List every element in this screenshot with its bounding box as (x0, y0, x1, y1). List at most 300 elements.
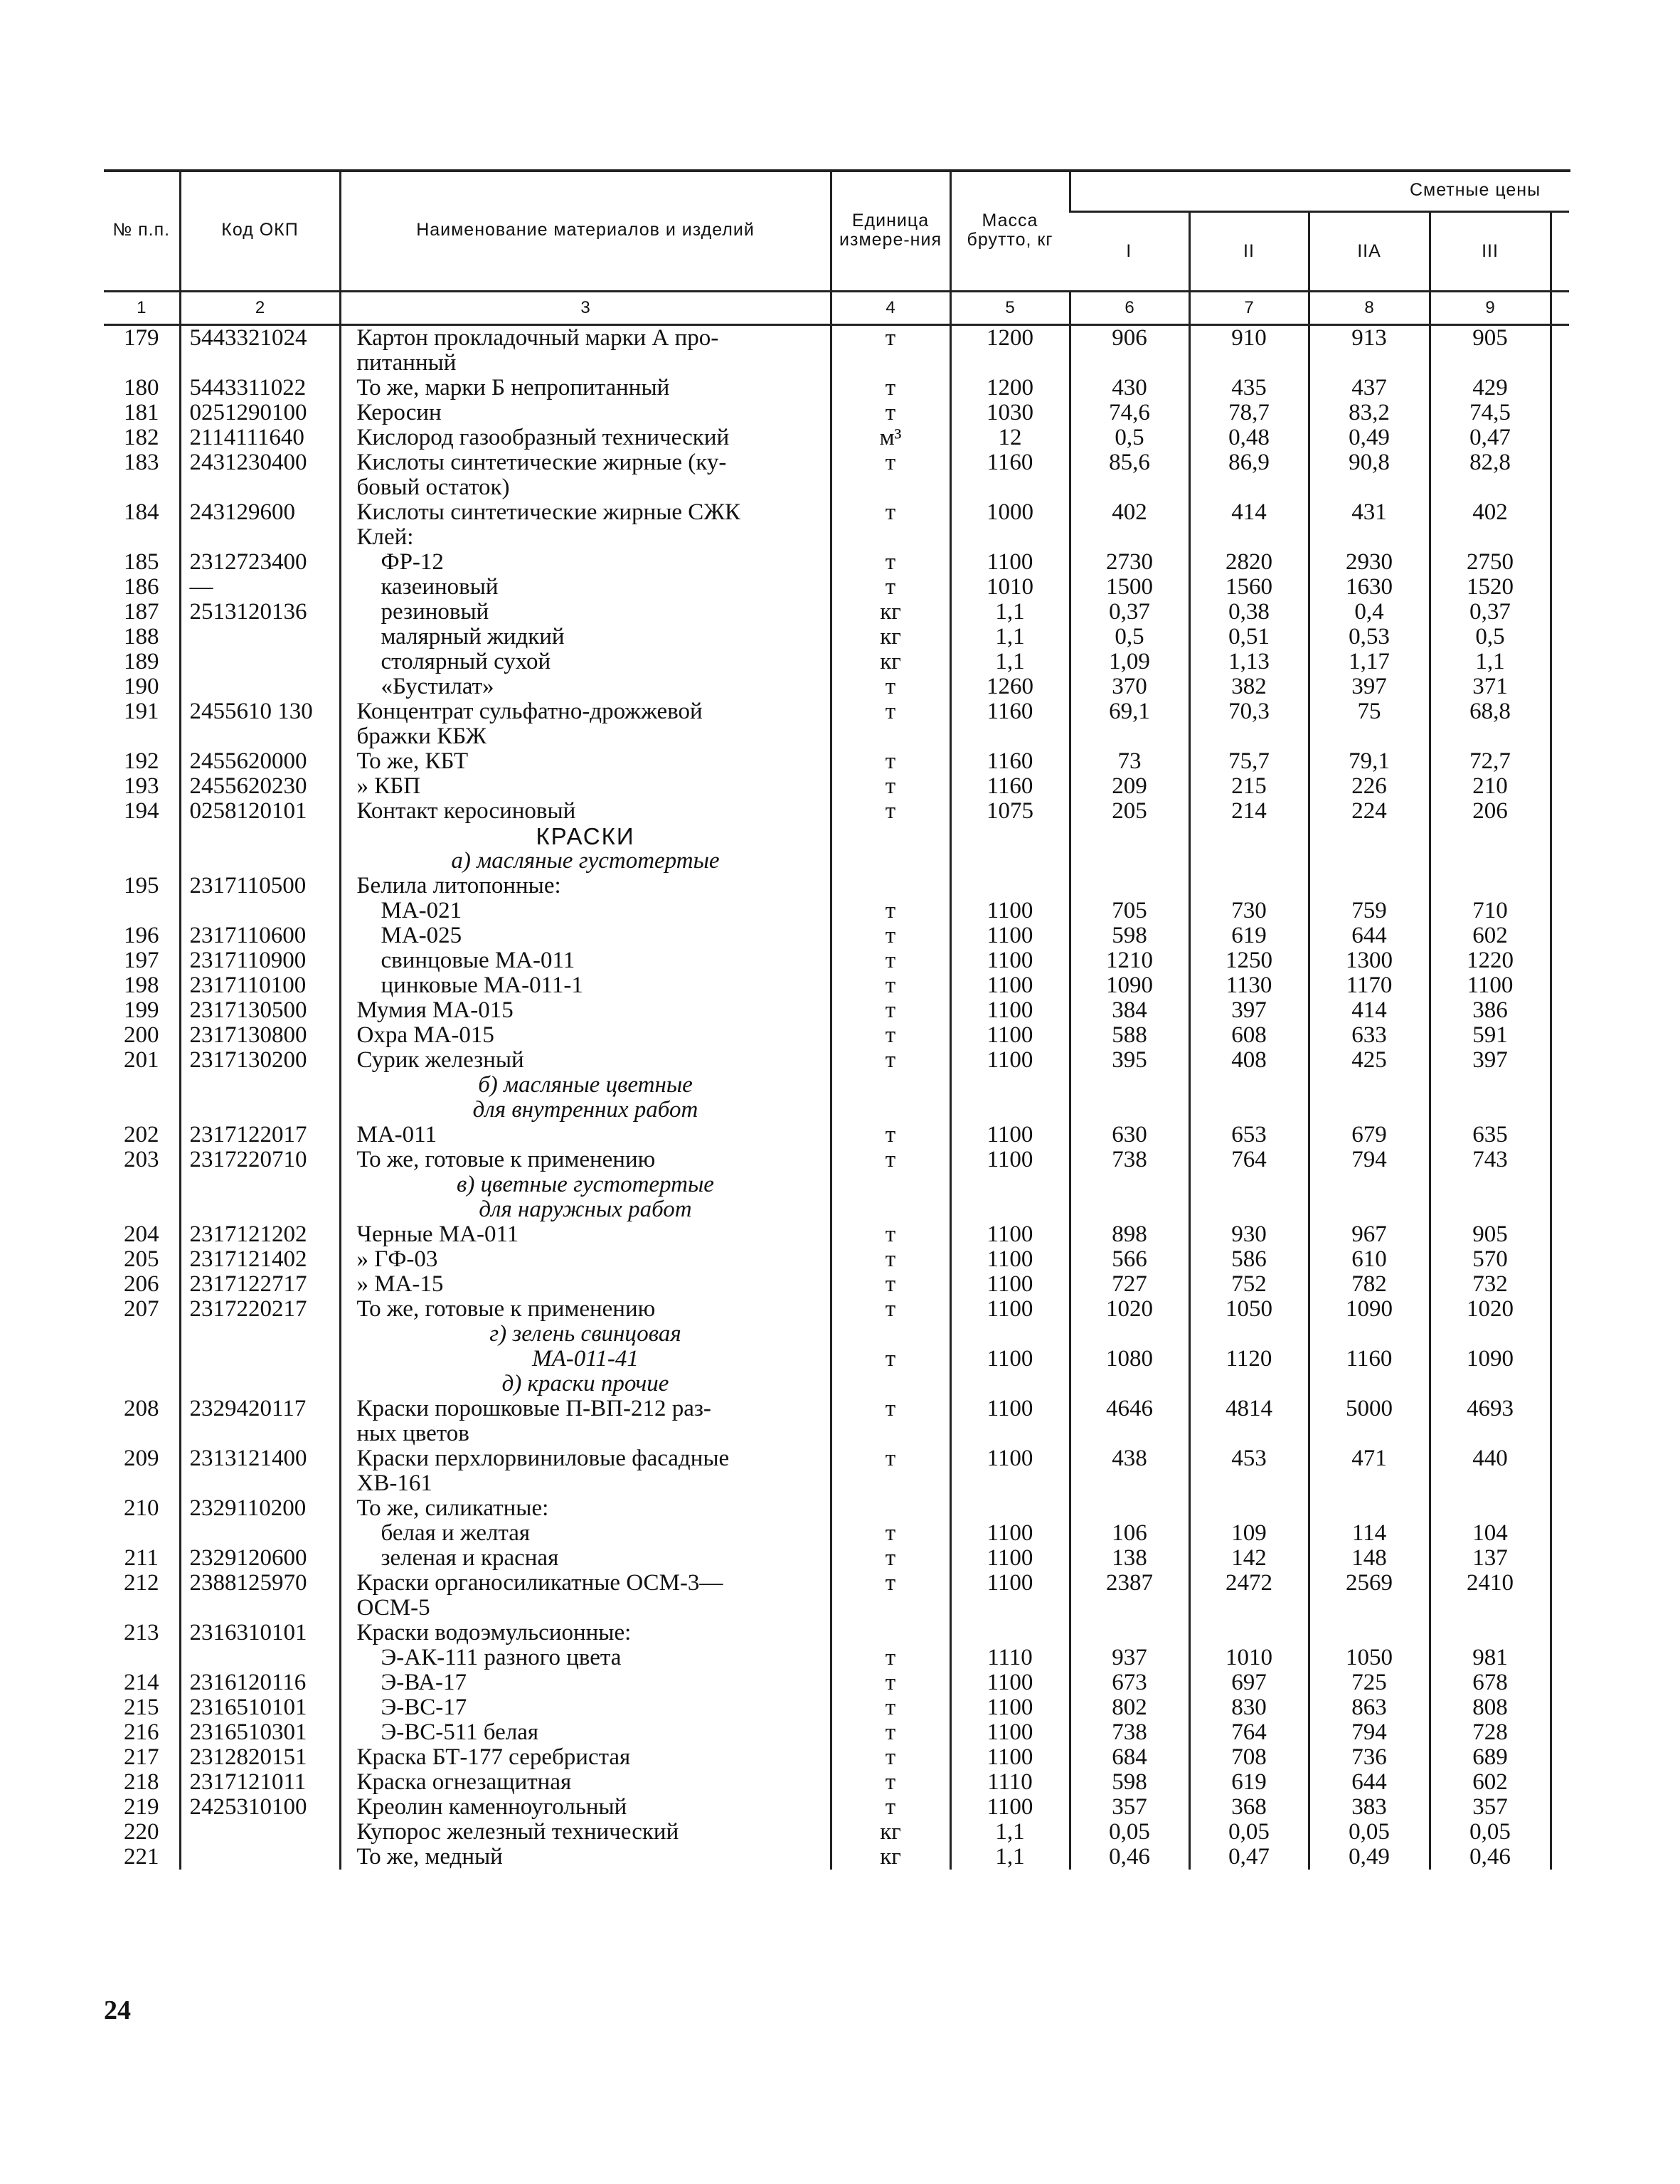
price-4: 82,8 (1430, 450, 1551, 500)
price-2: 910 (1189, 325, 1309, 376)
price-2: 930 (1189, 1222, 1309, 1247)
table-row (104, 1446, 1569, 1496)
mass: 1100 (950, 1795, 1070, 1820)
empty-cell (180, 1372, 340, 1396)
okp-code (180, 1845, 340, 1870)
item-name: То же, силикатные: (356, 1495, 549, 1521)
item-name: казеиновый (381, 574, 499, 600)
price-3: 0,49 (1309, 1845, 1430, 1870)
item-name: Купорос железный технический (356, 1819, 679, 1845)
mass (950, 525, 1070, 550)
item-name-cell (340, 1571, 831, 1621)
empty-cell (950, 1172, 1070, 1197)
item-name-cell (340, 550, 831, 575)
price-1: 0,46 (1070, 1845, 1189, 1870)
price-2: 78,7 (1189, 401, 1309, 425)
mass: 1100 (950, 1521, 1070, 1546)
price-2: 453 (1189, 1446, 1309, 1496)
item-name-cell (340, 450, 831, 500)
price-4: 1520 (1430, 575, 1551, 600)
okp-code: 0251290100 (180, 401, 340, 425)
price-2: 0,47 (1189, 1845, 1309, 1870)
price-1 (1070, 1621, 1189, 1645)
mass: 1100 (950, 973, 1070, 998)
item-name-cell (340, 1222, 831, 1247)
okp-code: 2312723400 (180, 550, 340, 575)
price-3: 913 (1309, 325, 1430, 376)
price-2: 619 (1189, 1770, 1309, 1795)
price-4: 74,5 (1430, 401, 1551, 425)
price-3: 863 (1309, 1695, 1430, 1720)
colnum: 4 (831, 292, 950, 325)
price-3: 0,4 (1309, 600, 1430, 625)
mass (950, 1621, 1070, 1645)
price-2: 1560 (1189, 575, 1309, 600)
price-4: 728 (1430, 1720, 1551, 1745)
price-3: 383 (1309, 1795, 1430, 1820)
table-row (104, 1023, 1569, 1048)
table-row (104, 1670, 1569, 1695)
price-3 (1309, 1621, 1430, 1645)
okp-code: 2317220710 (180, 1147, 340, 1172)
price-4: 4693 (1430, 1396, 1551, 1446)
unit: кг (831, 1820, 950, 1845)
section-title: КРАСКИ (340, 824, 831, 849)
table-row (104, 898, 1569, 923)
item-name-cell (340, 1621, 831, 1645)
table-row (104, 699, 1569, 749)
price-1: 566 (1070, 1247, 1189, 1272)
okp-code (180, 898, 340, 923)
price-3: 471 (1309, 1446, 1430, 1496)
price-2: 70,3 (1189, 699, 1309, 749)
mass: 1100 (950, 1396, 1070, 1446)
item-name: МА-021 (381, 898, 462, 923)
price-1: 1090 (1070, 973, 1189, 998)
item-name-cell (340, 1023, 831, 1048)
empty-cell (1430, 824, 1551, 849)
item-name-cell (340, 325, 831, 376)
empty-cell (1070, 1322, 1189, 1347)
section-row (104, 849, 1569, 874)
row-number: 198 (124, 972, 159, 998)
table-row (104, 1695, 1569, 1720)
price-1: 357 (1070, 1795, 1189, 1820)
subsection-title: а) масляные густотертые (340, 849, 831, 874)
row-number: 179 (124, 325, 159, 351)
mass: 1100 (950, 1222, 1070, 1247)
mass: 1100 (950, 1147, 1070, 1172)
item-name-cell (340, 575, 831, 600)
row-spacer (1551, 1845, 1569, 1870)
price-4: 1100 (1430, 973, 1551, 998)
item-name: Креолин каменноугольный (356, 1794, 627, 1820)
row-spacer (1551, 650, 1569, 674)
empty-cell (1309, 1372, 1430, 1396)
unit: кг (831, 625, 950, 650)
table-body (104, 325, 1569, 1870)
table-row (104, 1521, 1569, 1546)
price-1: 106 (1070, 1521, 1189, 1546)
row-number: 208 (124, 1396, 159, 1421)
row-spacer (1551, 450, 1569, 500)
price-2: 414 (1189, 500, 1309, 525)
unit: т (831, 1546, 950, 1571)
price-2: 214 (1189, 799, 1309, 824)
header-price-3: IIА (1309, 212, 1430, 292)
header-unit: Единица измере-ния (831, 171, 950, 292)
subsection-title: МА-011-41 (340, 1347, 831, 1372)
empty-cell (180, 1347, 340, 1372)
item-name-cell (340, 600, 831, 625)
price-4: 905 (1430, 1222, 1551, 1247)
empty-cell (1551, 1073, 1569, 1098)
unit: т (831, 1521, 950, 1546)
price-4 (1430, 874, 1551, 898)
price-2: 764 (1189, 1147, 1309, 1172)
mass: 1100 (950, 1347, 1070, 1372)
row-number: 194 (124, 798, 159, 824)
okp-code: 2317121402 (180, 1247, 340, 1272)
unit: т (831, 575, 950, 600)
item-name: То же, медный (356, 1844, 503, 1870)
row-number: 213 (124, 1620, 159, 1645)
price-4: 397 (1430, 1048, 1551, 1073)
table-row (104, 749, 1569, 774)
empty-cell (1551, 1322, 1569, 1347)
price-1: 0,37 (1070, 600, 1189, 625)
item-name-cell (340, 1645, 831, 1670)
price-3: 794 (1309, 1147, 1430, 1172)
price-1: 898 (1070, 1222, 1189, 1247)
empty-cell (831, 1372, 950, 1396)
price-4: 732 (1430, 1272, 1551, 1297)
colnum-spacer (1551, 292, 1569, 325)
unit: т (831, 401, 950, 425)
okp-code: 2329420117 (180, 1396, 340, 1446)
mass: 1160 (950, 774, 1070, 799)
price-1: 4646 (1070, 1396, 1189, 1446)
empty-cell (1189, 1073, 1309, 1098)
price-3: 759 (1309, 898, 1430, 923)
row-spacer (1551, 923, 1569, 948)
price-1: 2730 (1070, 550, 1189, 575)
item-name-cell (340, 650, 831, 674)
mass: 1100 (950, 1123, 1070, 1147)
okp-code: 2313121400 (180, 1446, 340, 1496)
price-4: 905 (1430, 325, 1551, 376)
item-name-cell (340, 625, 831, 650)
unit: т (831, 1795, 950, 1820)
table-header (104, 171, 1569, 292)
price-2: 109 (1189, 1521, 1309, 1546)
price-3: 437 (1309, 376, 1430, 401)
price-4: 206 (1430, 799, 1551, 824)
okp-code (180, 1521, 340, 1546)
subsection-title: г) зелень свинцовая (340, 1322, 831, 1347)
row-spacer (1551, 948, 1569, 973)
price-4: 635 (1430, 1123, 1551, 1147)
table-row (104, 1496, 1569, 1521)
table-row (104, 1745, 1569, 1770)
price-4: 429 (1430, 376, 1551, 401)
row-spacer (1551, 1820, 1569, 1845)
price-3: 75 (1309, 699, 1430, 749)
unit: т (831, 1247, 950, 1272)
table-row (104, 973, 1569, 998)
okp-code: 2316510301 (180, 1720, 340, 1745)
price-1: 738 (1070, 1147, 1189, 1172)
okp-code: 2317220217 (180, 1297, 340, 1322)
okp-code (180, 1820, 340, 1845)
price-3: 1160 (1309, 1347, 1430, 1372)
price-1: 384 (1070, 998, 1189, 1023)
item-name-cell (340, 973, 831, 998)
empty-cell (104, 1322, 180, 1347)
price-3: 0,05 (1309, 1820, 1430, 1845)
item-name-cell (340, 1695, 831, 1720)
item-name-cell (340, 1147, 831, 1172)
empty-cell (104, 1172, 180, 1197)
row-spacer (1551, 600, 1569, 625)
row-number: 200 (124, 1022, 159, 1048)
empty-cell (831, 1073, 950, 1098)
subsection-title: в) цветные густотертые (340, 1172, 831, 1197)
mass: 1100 (950, 1571, 1070, 1621)
row-number: 185 (124, 549, 159, 575)
unit: т (831, 1147, 950, 1172)
table-row (104, 1795, 1569, 1820)
empty-cell (831, 824, 950, 849)
price-1: 1,09 (1070, 650, 1189, 674)
price-3: 644 (1309, 923, 1430, 948)
empty-cell (1309, 824, 1430, 849)
price-2: 1010 (1189, 1645, 1309, 1670)
empty-cell (950, 824, 1070, 849)
empty-cell (1430, 849, 1551, 874)
item-name: Керосин (356, 400, 442, 425)
table-row (104, 799, 1569, 824)
empty-cell (1551, 1098, 1569, 1123)
row-spacer (1551, 1571, 1569, 1621)
section-row (104, 1172, 1569, 1197)
price-4: 0,05 (1430, 1820, 1551, 1845)
empty-cell (1551, 1197, 1569, 1222)
price-4: 689 (1430, 1745, 1551, 1770)
row-number: 210 (124, 1495, 159, 1521)
mass: 1075 (950, 799, 1070, 824)
empty-cell (950, 849, 1070, 874)
price-2: 764 (1189, 1720, 1309, 1745)
price-1: 74,6 (1070, 401, 1189, 425)
row-spacer (1551, 1670, 1569, 1695)
mass: 1260 (950, 674, 1070, 699)
row-spacer (1551, 699, 1569, 749)
row-spacer (1551, 799, 1569, 824)
price-3: 1630 (1309, 575, 1430, 600)
item-name-continued: бражки КБЖ (356, 723, 487, 749)
price-1: 85,6 (1070, 450, 1189, 500)
item-name-cell (340, 1272, 831, 1297)
empty-cell (1070, 849, 1189, 874)
price-4: 210 (1430, 774, 1551, 799)
table-row (104, 774, 1569, 799)
empty-cell (831, 1197, 950, 1222)
table-row (104, 674, 1569, 699)
price-1: 138 (1070, 1546, 1189, 1571)
item-name: Кислоты синтетические жирные (ку- (356, 450, 727, 475)
unit: м³ (831, 425, 950, 450)
unit: т (831, 749, 950, 774)
item-name-cell (340, 1795, 831, 1820)
price-1: 598 (1070, 1770, 1189, 1795)
okp-code: 2388125970 (180, 1571, 340, 1621)
table-row (104, 1272, 1569, 1297)
table-row (104, 625, 1569, 650)
item-name: Охра МА-015 (356, 1022, 494, 1048)
unit: т (831, 450, 950, 500)
subsection-title: б) масляные цветные (340, 1073, 831, 1098)
price-1: 738 (1070, 1720, 1189, 1745)
section-row (104, 1322, 1569, 1347)
empty-cell (180, 1098, 340, 1123)
row-number: 206 (124, 1271, 159, 1297)
empty-cell (1189, 824, 1309, 849)
price-4: 1020 (1430, 1297, 1551, 1322)
item-name: Э-ВА-17 (381, 1670, 467, 1695)
mass: 1100 (950, 1446, 1070, 1496)
row-spacer (1551, 1496, 1569, 1521)
empty-cell (104, 1073, 180, 1098)
colnum: 7 (1189, 292, 1309, 325)
row-spacer (1551, 1023, 1569, 1048)
empty-cell (1189, 1098, 1309, 1123)
item-name-cell (340, 1720, 831, 1745)
price-3: 148 (1309, 1546, 1430, 1571)
item-name-cell (340, 500, 831, 525)
okp-code: 2329110200 (180, 1496, 340, 1521)
okp-code: 2317121011 (180, 1770, 340, 1795)
colnum: 6 (1070, 292, 1189, 325)
empty-cell (104, 1347, 180, 1372)
item-name: Контакт керосиновый (356, 798, 576, 824)
item-name-cell (340, 749, 831, 774)
empty-cell (1070, 1172, 1189, 1197)
mass: 1000 (950, 500, 1070, 525)
price-1: 0,5 (1070, 425, 1189, 450)
unit: т (831, 699, 950, 749)
unit: т (831, 1446, 950, 1496)
price-2 (1189, 1496, 1309, 1521)
item-name-continued: бовый остаток) (356, 475, 510, 500)
row-number: 186 (124, 574, 159, 600)
unit: т (831, 948, 950, 973)
price-3: 2569 (1309, 1571, 1430, 1621)
unit: т (831, 1770, 950, 1795)
price-2: 0,05 (1189, 1820, 1309, 1845)
mass: 1100 (950, 898, 1070, 923)
okp-code: 2114111640 (180, 425, 340, 450)
row-number: 218 (124, 1769, 159, 1795)
price-4: 0,47 (1430, 425, 1551, 450)
okp-code: 2425310100 (180, 1795, 340, 1820)
price-2: 408 (1189, 1048, 1309, 1073)
okp-code: 0258120101 (180, 799, 340, 824)
table-row (104, 1222, 1569, 1247)
price-3: 633 (1309, 1023, 1430, 1048)
price-2: 4814 (1189, 1396, 1309, 1446)
price-1: 1500 (1070, 575, 1189, 600)
table-row (104, 1123, 1569, 1147)
price-2: 708 (1189, 1745, 1309, 1770)
item-name: цинковые МА-011-1 (381, 972, 583, 998)
okp-code: 243129600 (180, 500, 340, 525)
unit: т (831, 550, 950, 575)
page-number: 24 (104, 1995, 131, 2025)
price-3: 1300 (1309, 948, 1430, 973)
table-row (104, 948, 1569, 973)
price-1: 0,05 (1070, 1820, 1189, 1845)
item-name: малярный жидкий (381, 624, 565, 650)
item-name: свинцовые МА-011 (381, 948, 575, 973)
price-3: 397 (1309, 674, 1430, 699)
price-2: 0,51 (1189, 625, 1309, 650)
okp-code: 2316510101 (180, 1695, 340, 1720)
unit (831, 874, 950, 898)
price-4: 357 (1430, 1795, 1551, 1820)
row-spacer (1551, 1795, 1569, 1820)
mass: 1100 (950, 1670, 1070, 1695)
mass: 1,1 (950, 1820, 1070, 1845)
mass: 1100 (950, 1048, 1070, 1073)
unit: т (831, 1272, 950, 1297)
price-3 (1309, 525, 1430, 550)
empty-cell (1189, 849, 1309, 874)
row-spacer (1551, 325, 1569, 376)
price-2: 697 (1189, 1670, 1309, 1695)
price-2: 619 (1189, 923, 1309, 948)
mass: 1100 (950, 550, 1070, 575)
price-4: 981 (1430, 1645, 1551, 1670)
item-name-cell (340, 525, 831, 550)
row-spacer (1551, 874, 1569, 898)
mass: 1,1 (950, 625, 1070, 650)
item-name-cell (340, 898, 831, 923)
mass: 1100 (950, 948, 1070, 973)
price-1: 1210 (1070, 948, 1189, 973)
item-name-continued: питанный (356, 350, 457, 376)
item-name: Краски перхлорвиниловые фасадные (356, 1446, 730, 1471)
table-row (104, 401, 1569, 425)
price-1: 705 (1070, 898, 1189, 923)
price-4: 371 (1430, 674, 1551, 699)
price-3: 644 (1309, 1770, 1430, 1795)
empty-cell (1070, 1197, 1189, 1222)
row-number: 204 (124, 1221, 159, 1247)
item-name: МА-025 (381, 923, 462, 948)
mass: 1160 (950, 749, 1070, 774)
unit: т (831, 674, 950, 699)
okp-code (180, 674, 340, 699)
item-name-cell (340, 1670, 831, 1695)
row-number: 214 (124, 1670, 159, 1695)
mass: 1100 (950, 1546, 1070, 1571)
row-spacer (1551, 1297, 1569, 1322)
unit (831, 525, 950, 550)
row-spacer (1551, 1720, 1569, 1745)
item-name: ФР-12 (381, 549, 444, 575)
item-name-cell (340, 774, 831, 799)
